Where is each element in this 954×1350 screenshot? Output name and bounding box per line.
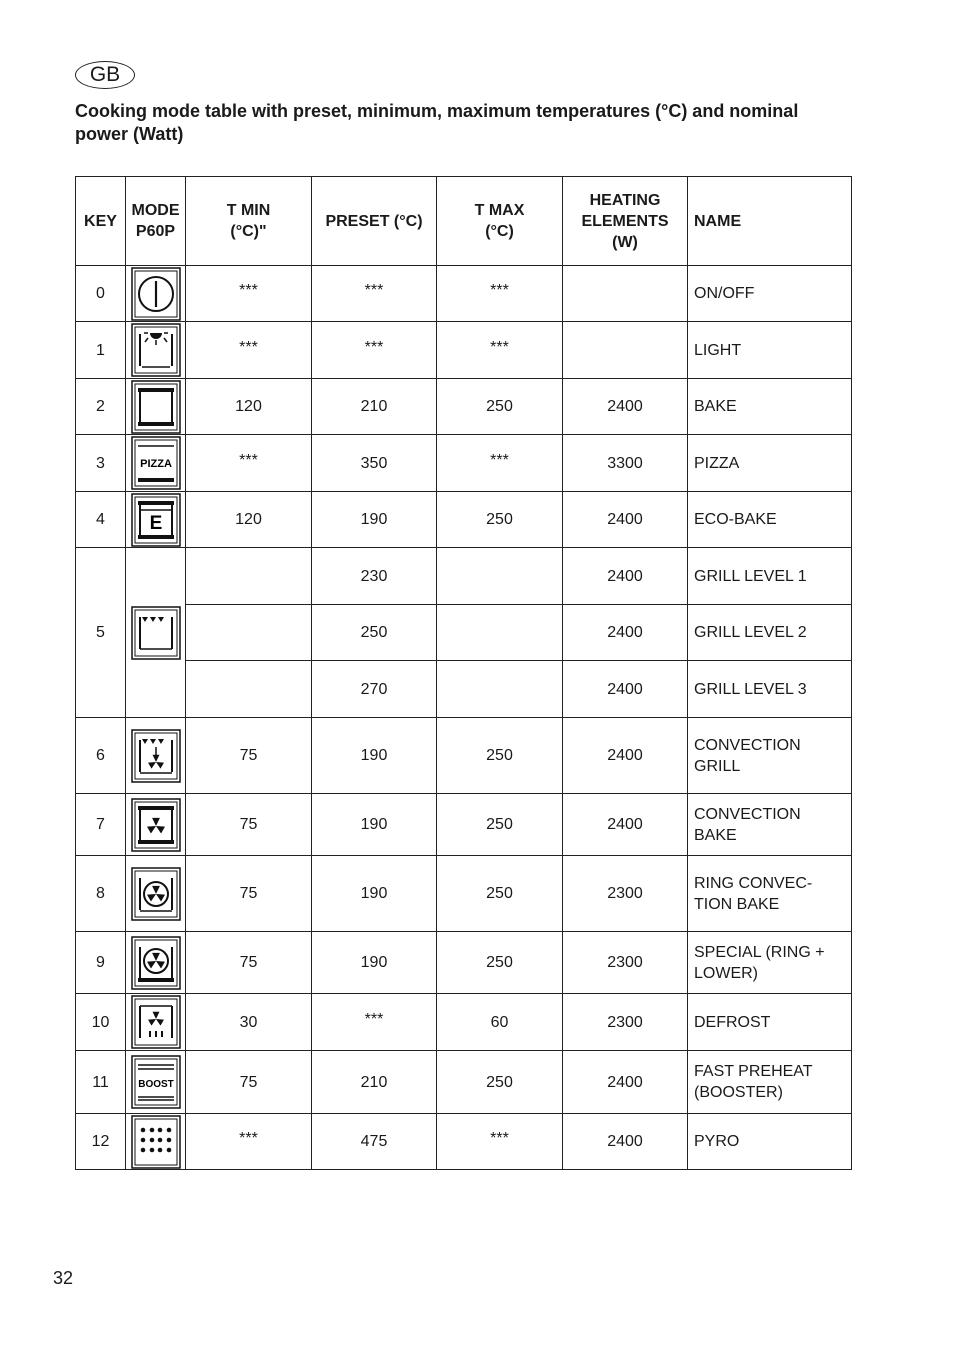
cell-preset: 350 — [312, 435, 437, 492]
cell-mode-icon — [126, 435, 186, 492]
svg-text:BOOST: BOOST — [137, 1079, 174, 1090]
cell-key: 8 — [76, 856, 126, 932]
light-icon — [131, 323, 181, 377]
special-ring-lower-icon — [131, 936, 181, 990]
cell-heating: 2400 — [563, 718, 688, 794]
cell-tmax: *** — [437, 435, 563, 492]
table-row — [76, 548, 852, 605]
cell-key: 10 — [76, 994, 126, 1051]
cell-name: GRILL LEVEL 2 — [688, 605, 852, 661]
cell-preset: *** — [312, 322, 437, 379]
cell-heating: 2400 — [563, 548, 688, 605]
cell-name: GRILL LEVEL 3 — [688, 661, 852, 718]
table-row — [76, 661, 852, 718]
cell-tmax: 60 — [437, 994, 563, 1051]
cell-name: SPECIAL (RING + LOWER) — [688, 932, 852, 994]
ring-convection-icon — [131, 867, 181, 921]
cell-mode-icon — [126, 322, 186, 379]
cell-name: ECO-BAKE — [688, 492, 852, 548]
cell-mode-icon — [126, 266, 186, 322]
convection-grill-icon — [131, 729, 181, 783]
table-row — [76, 322, 852, 379]
pyro-icon — [131, 1115, 181, 1169]
cell-preset: 190 — [312, 794, 437, 856]
cell-key: 1 — [76, 322, 126, 379]
cell-tmax: *** — [437, 266, 563, 322]
page-number: 32 — [53, 1268, 74, 1288]
svg-text:PIZZA: PIZZA — [139, 458, 172, 470]
pizza-icon — [131, 436, 181, 490]
cell-mode-icon — [126, 379, 186, 435]
cell-tmax: 250 — [437, 1051, 563, 1114]
cell-mode-icon — [126, 794, 186, 856]
cell-name: BAKE — [688, 379, 852, 435]
cell-heating: 2400 — [563, 605, 688, 661]
cell-preset: 250 — [312, 605, 437, 661]
cell-tmin: 75 — [186, 1051, 312, 1114]
cell-heating: 2400 — [563, 492, 688, 548]
cell-preset: 475 — [312, 1114, 437, 1170]
cell-tmax: 250 — [437, 492, 563, 548]
cell-heating: 2400 — [563, 794, 688, 856]
cell-key: 0 — [76, 266, 126, 322]
cell-preset: *** — [312, 266, 437, 322]
table-row — [76, 605, 852, 661]
cell-tmin: *** — [186, 266, 312, 322]
bake-icon — [131, 380, 181, 434]
grill-icon — [131, 606, 181, 660]
table-row — [76, 932, 852, 994]
cell-key: 9 — [76, 932, 126, 994]
cell-name: FAST PREHEAT (BOOSTER) — [688, 1051, 852, 1114]
defrost-icon — [131, 995, 181, 1049]
cell-tmin: 75 — [186, 856, 312, 932]
cell-preset: 230 — [312, 548, 437, 605]
header-name: NAME — [688, 177, 852, 266]
cell-name: PIZZA — [688, 435, 852, 492]
header-key: KEY — [76, 177, 126, 266]
boost-icon — [131, 1055, 181, 1109]
page-title: Cooking mode table with preset, minimum, maximum temperatures (°C) and nominal power (Watt) — [75, 101, 799, 144]
cell-tmin: 75 — [186, 718, 312, 794]
cell-tmin — [186, 661, 312, 718]
cell-mode-icon — [126, 718, 186, 794]
svg-text:E: E — [149, 512, 162, 534]
cell-name: CONVECTION BAKE — [688, 794, 852, 856]
cell-tmax: *** — [437, 1114, 563, 1170]
cell-tmin: 120 — [186, 492, 312, 548]
cell-preset: 210 — [312, 1051, 437, 1114]
cell-mode-icon — [126, 1114, 186, 1170]
header-mode: MODE P60P — [126, 177, 186, 266]
cell-tmax: 250 — [437, 856, 563, 932]
cell-heating: 2400 — [563, 1114, 688, 1170]
cell-mode-icon — [126, 994, 186, 1051]
cell-tmax — [437, 548, 563, 605]
cell-tmax: 250 — [437, 932, 563, 994]
cell-name: GRILL LEVEL 1 — [688, 548, 852, 605]
cell-name: LIGHT — [688, 322, 852, 379]
table-row — [76, 1051, 852, 1114]
cell-heating: 2300 — [563, 932, 688, 994]
cell-preset: 190 — [312, 932, 437, 994]
cell-heating: 2400 — [563, 661, 688, 718]
header-row — [76, 177, 852, 266]
cell-name: CONVECTION GRILL — [688, 718, 852, 794]
cell-key: 6 — [76, 718, 126, 794]
cell-key: 7 — [76, 794, 126, 856]
cell-tmin: 75 — [186, 932, 312, 994]
table-row — [76, 718, 852, 794]
cell-tmin — [186, 605, 312, 661]
cell-tmin: *** — [186, 322, 312, 379]
cell-preset: 270 — [312, 661, 437, 718]
cell-mode-icon — [126, 932, 186, 994]
language-badge: GB — [75, 61, 135, 89]
cell-key: 5 — [76, 548, 126, 718]
eco-bake-icon — [131, 493, 181, 547]
cell-name: DEFROST — [688, 994, 852, 1051]
cell-tmin: 120 — [186, 379, 312, 435]
cell-heating — [563, 322, 688, 379]
table-row — [76, 994, 852, 1051]
cell-heating: 2300 — [563, 856, 688, 932]
cell-heating: 3300 — [563, 435, 688, 492]
cell-tmax: 250 — [437, 379, 563, 435]
cell-tmin: 30 — [186, 994, 312, 1051]
cell-preset: *** — [312, 994, 437, 1051]
cell-heating: 2300 — [563, 994, 688, 1051]
cell-name: RING CONVEC- TION BAKE — [688, 856, 852, 932]
cell-preset: 190 — [312, 718, 437, 794]
table-row — [76, 435, 852, 492]
table-row — [76, 1114, 852, 1170]
cell-mode-icon — [126, 1051, 186, 1114]
header-tmax: T MAX (°C) — [437, 177, 563, 266]
cell-name: ON/OFF — [688, 266, 852, 322]
convection-bake-icon — [131, 798, 181, 852]
cell-preset: 190 — [312, 492, 437, 548]
cell-name: PYRO — [688, 1114, 852, 1170]
cell-tmax: 250 — [437, 794, 563, 856]
header-heating: HEATING ELEMENTS (W) — [563, 177, 688, 266]
cell-tmin — [186, 548, 312, 605]
cooking-mode-table — [75, 176, 852, 1170]
table-row — [76, 794, 852, 856]
cell-mode-icon — [126, 856, 186, 932]
cell-key: 2 — [76, 379, 126, 435]
table-row — [76, 379, 852, 435]
cell-heating: 2400 — [563, 1051, 688, 1114]
cell-tmax — [437, 661, 563, 718]
cell-tmax: *** — [437, 322, 563, 379]
power-icon — [131, 267, 181, 321]
cell-preset: 210 — [312, 379, 437, 435]
cell-tmin: *** — [186, 435, 312, 492]
header-preset: PRESET (°C) — [312, 177, 437, 266]
table-row — [76, 856, 852, 932]
cell-key: 11 — [76, 1051, 126, 1114]
cell-heating: 2400 — [563, 379, 688, 435]
cell-key: 12 — [76, 1114, 126, 1170]
table-row — [76, 492, 852, 548]
cell-mode-icon — [126, 492, 186, 548]
cell-tmin: 75 — [186, 794, 312, 856]
cell-tmin: *** — [186, 1114, 312, 1170]
cell-preset: 190 — [312, 856, 437, 932]
table-row — [76, 266, 852, 322]
cell-key: 3 — [76, 435, 126, 492]
cell-mode-icon — [126, 548, 186, 718]
cell-tmax: 250 — [437, 718, 563, 794]
header-tmin: T MIN (°C)" — [186, 177, 312, 266]
cell-heating — [563, 266, 688, 322]
cell-key: 4 — [76, 492, 126, 548]
cell-tmax — [437, 605, 563, 661]
